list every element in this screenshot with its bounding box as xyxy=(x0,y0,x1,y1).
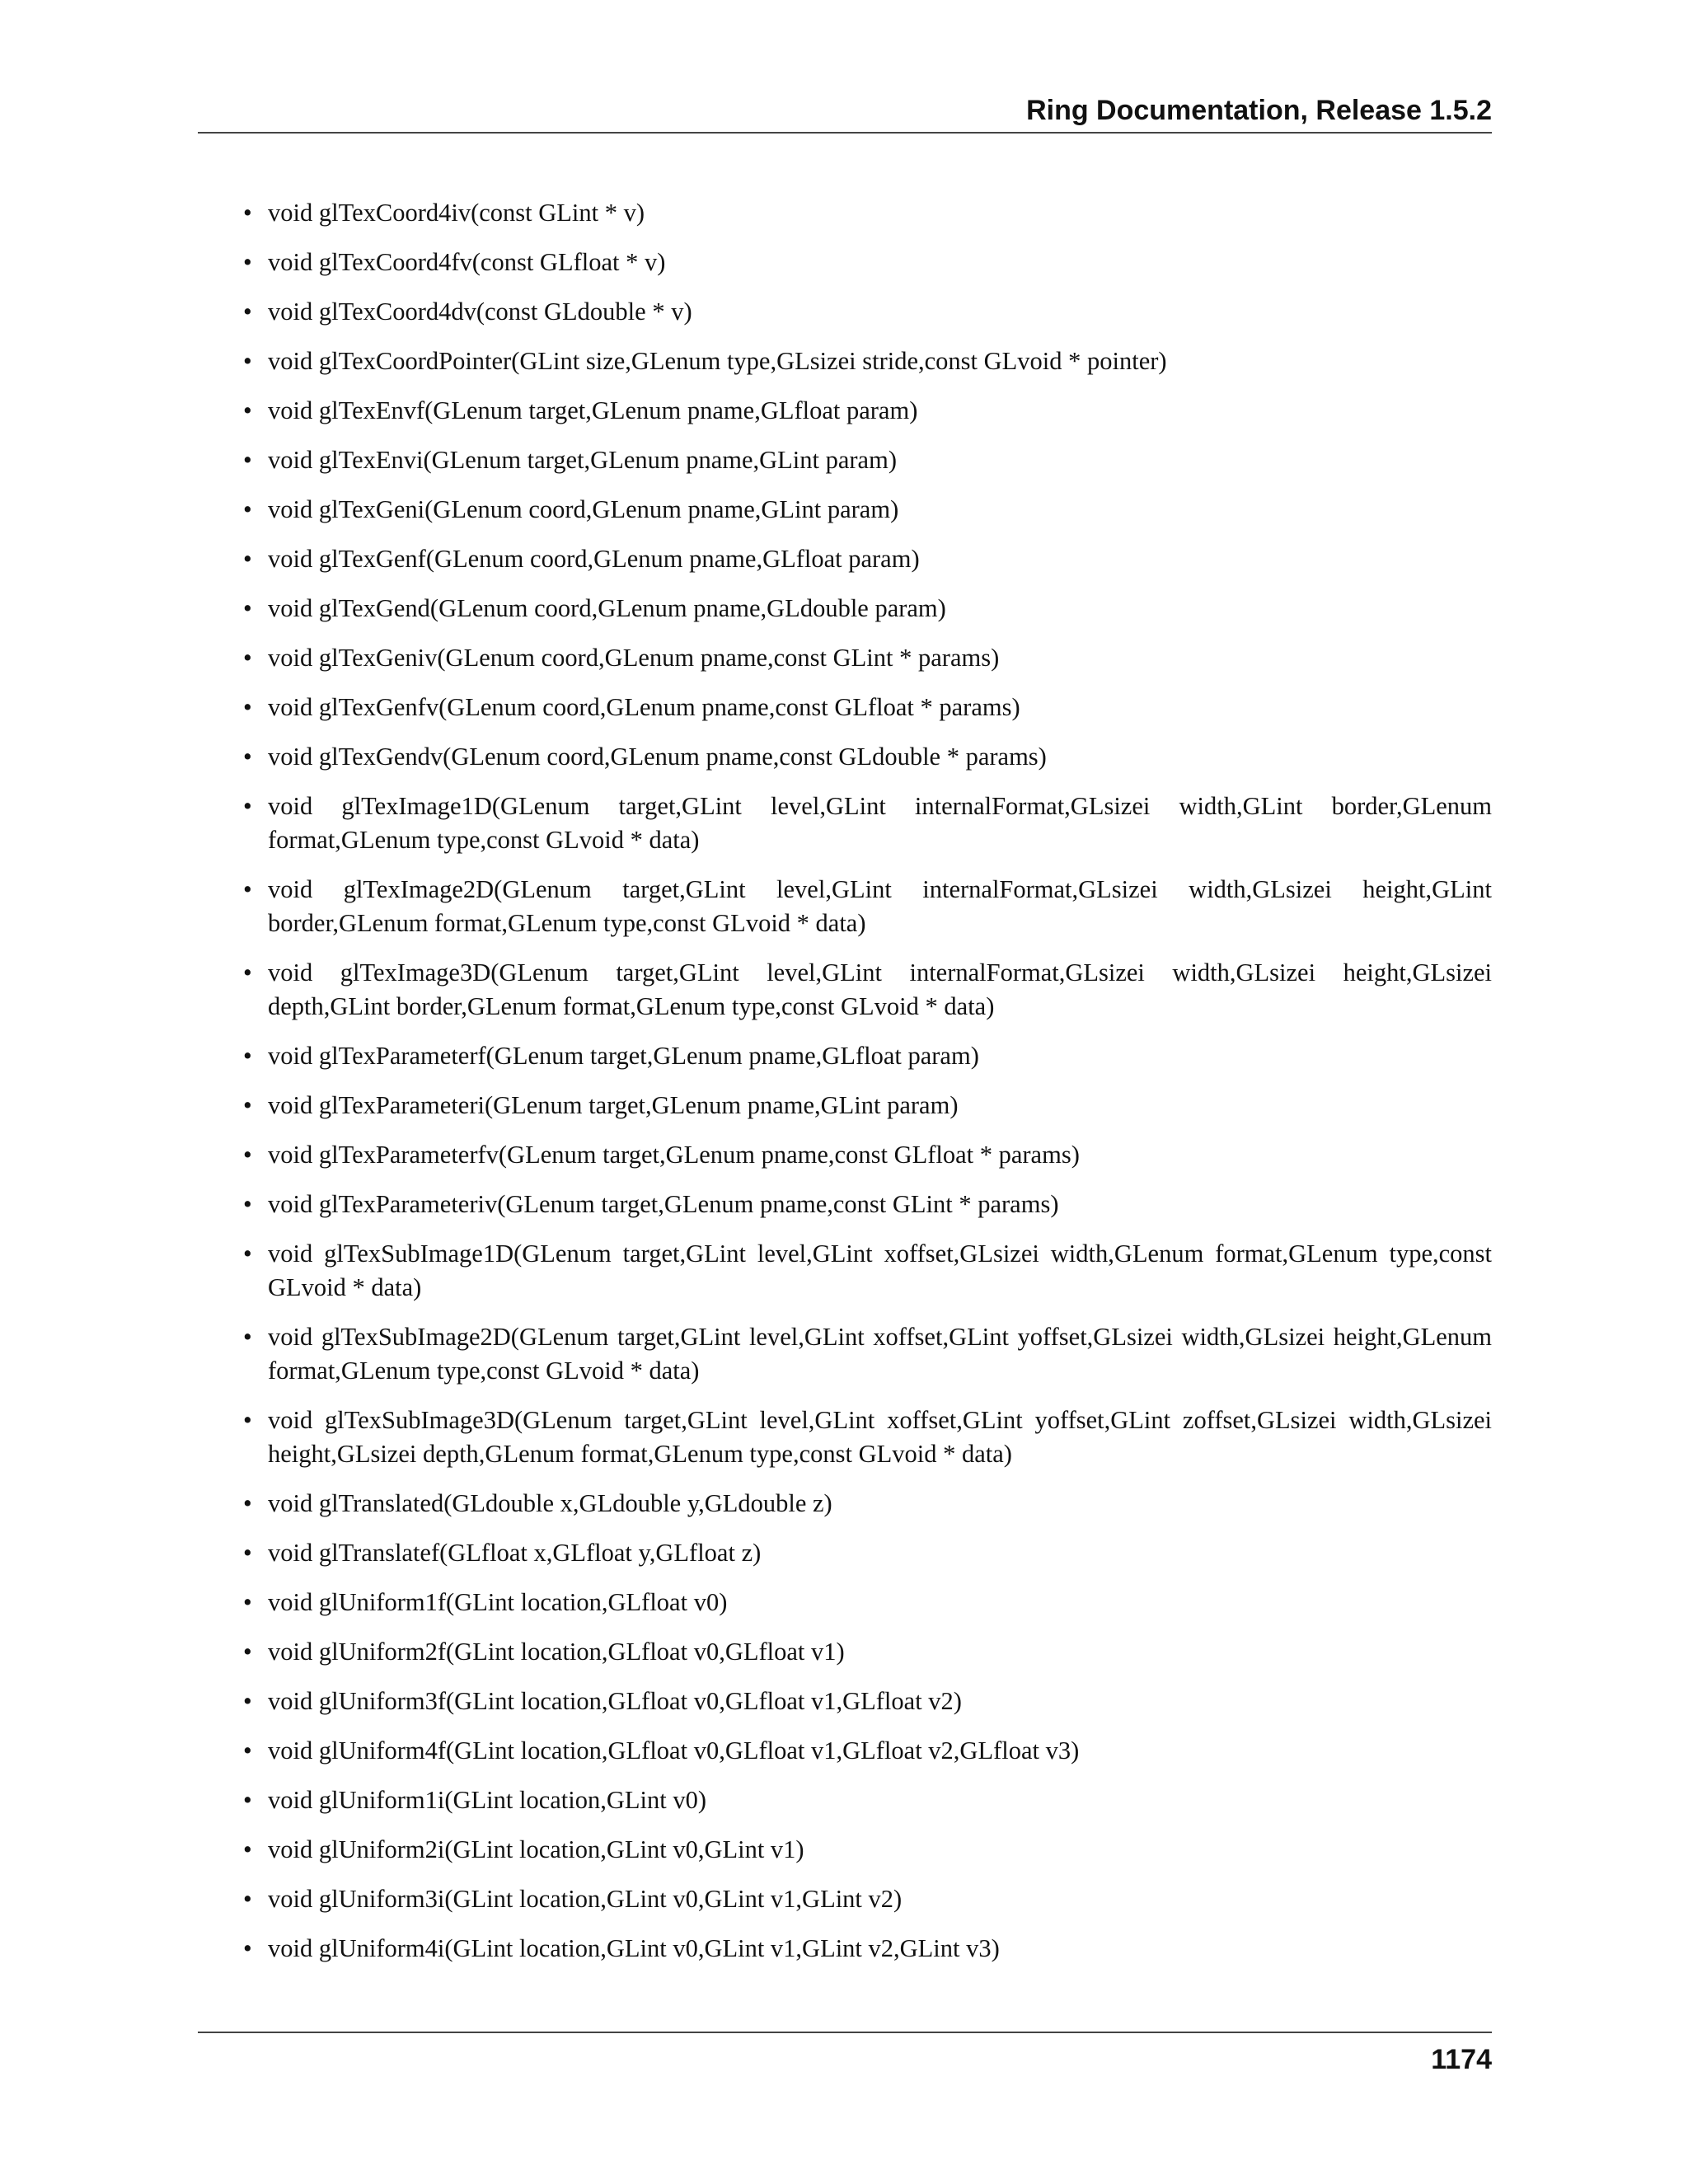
list-item xyxy=(243,1685,1492,1718)
list-item xyxy=(243,1882,1492,1916)
function-signature: void glUniform4f(GLint location,GLfloat v0,GLfloat v1,GLfloat v2,GLfloat v3) xyxy=(268,1736,1080,1765)
bullet-icon: • xyxy=(243,347,252,375)
bullet-icon: • xyxy=(243,199,252,227)
function-signature: void glTexParameteriv(GLenum target,GLenum pname,const GLint * params) xyxy=(268,1190,1059,1218)
function-signature: void glTexCoord4fv(const GLfloat * v) xyxy=(268,248,666,276)
list-item xyxy=(243,1237,1492,1305)
function-signature: void glTexCoordPointer(GLint size,GLenum type,GLsizei stride,const GLvoid * pointer) xyxy=(268,347,1167,375)
function-signature: void glTexParameteri(GLenum target,GLenum pname,GLint param) xyxy=(268,1091,959,1119)
bullet-icon: • xyxy=(243,1240,252,1268)
bullet-icon: • xyxy=(243,1489,252,1517)
function-signature: void glTexSubImage1D(GLenum target,GLint level,GLint xoffset,GLsizei width,GLenum format,GLenum type,const GLvoid * data) xyxy=(268,1240,1492,1301)
list-item xyxy=(243,493,1492,527)
list-item xyxy=(243,790,1492,857)
function-signature: void glUniform3i(GLint location,GLint v0,GLint v1,GLint v2) xyxy=(268,1885,903,1913)
bullet-icon: • xyxy=(243,594,252,622)
bullet-icon: • xyxy=(243,1687,252,1715)
bullet-icon: • xyxy=(243,1638,252,1666)
list-item xyxy=(243,592,1492,626)
bullet-icon: • xyxy=(243,1736,252,1765)
list-item xyxy=(243,196,1492,230)
list-item xyxy=(243,344,1492,378)
list-item xyxy=(243,1734,1492,1768)
bullet-icon: • xyxy=(243,644,252,672)
page-footer xyxy=(198,2032,1492,2075)
list-item xyxy=(243,1586,1492,1619)
function-signature: void glTexSubImage3D(GLenum target,GLint level,GLint xoffset,GLint yoffset,GLint zoffset,GLsizei width,GLsizei height,GLsizei depth,GLenum format,GLenum type,const GLvoid * data) xyxy=(268,1406,1492,1468)
bullet-icon: • xyxy=(243,396,252,424)
list-item xyxy=(243,873,1492,940)
function-signature: void glTexParameterfv(GLenum target,GLenum pname,const GLfloat * params) xyxy=(268,1141,1080,1169)
page-number: 1174 xyxy=(1431,2044,1492,2075)
function-signature: void glTexSubImage2D(GLenum target,GLint level,GLint xoffset,GLint yoffset,GLsizei width,GLsizei height,GLenum format,GLenum type,const GLvoid * data) xyxy=(268,1323,1492,1385)
bullet-icon: • xyxy=(243,743,252,771)
bullet-icon: • xyxy=(243,446,252,474)
list-item xyxy=(243,295,1492,329)
function-signature: void glTexGenf(GLenum coord,GLenum pname,GLfloat param) xyxy=(268,545,920,573)
list-item xyxy=(243,1320,1492,1388)
list-item xyxy=(243,956,1492,1024)
list-item xyxy=(243,740,1492,774)
bullet-icon: • xyxy=(243,875,252,903)
list-item xyxy=(243,1635,1492,1669)
function-signature: void glTexGendv(GLenum coord,GLenum pname,const GLdouble * params) xyxy=(268,743,1047,771)
bullet-icon: • xyxy=(243,792,252,820)
function-signature: void glUniform1i(GLint location,GLint v0) xyxy=(268,1786,706,1814)
function-signature: void glUniform2i(GLint location,GLint v0,GLint v1) xyxy=(268,1835,804,1863)
bullet-icon: • xyxy=(243,1539,252,1567)
bullet-icon: • xyxy=(243,298,252,326)
function-signature: void glTexCoord4dv(const GLdouble * v) xyxy=(268,298,692,326)
function-signature: void glTexGend(GLenum coord,GLenum pname,GLdouble param) xyxy=(268,594,946,622)
function-signature: void glTexEnvf(GLenum target,GLenum pname,GLfloat param) xyxy=(268,396,918,424)
function-signature: void glTexGeni(GLenum coord,GLenum pname,GLint param) xyxy=(268,495,899,523)
function-list xyxy=(243,196,1492,1966)
list-item xyxy=(243,1932,1492,1966)
function-signature: void glTexGeniv(GLenum coord,GLenum pname,const GLint * params) xyxy=(268,644,1000,672)
list-item xyxy=(243,691,1492,724)
bullet-icon: • xyxy=(243,1786,252,1814)
bullet-icon: • xyxy=(243,248,252,276)
function-signature: void glUniform3f(GLint location,GLfloat v0,GLfloat v1,GLfloat v2) xyxy=(268,1687,962,1715)
list-item xyxy=(243,1138,1492,1172)
list-item xyxy=(243,641,1492,675)
list-item xyxy=(243,246,1492,279)
bullet-icon: • xyxy=(243,545,252,573)
bullet-icon: • xyxy=(243,495,252,523)
list-item xyxy=(243,1487,1492,1521)
function-signature: void glTranslated(GLdouble x,GLdouble y,GLdouble z) xyxy=(268,1489,832,1517)
function-signature: void glTexEnvi(GLenum target,GLenum pname,GLint param) xyxy=(268,446,897,474)
list-item xyxy=(243,1089,1492,1122)
function-signature: void glTexParameterf(GLenum target,GLenum pname,GLfloat param) xyxy=(268,1042,979,1070)
bullet-icon: • xyxy=(243,958,252,987)
bullet-icon: • xyxy=(243,1835,252,1863)
page-header xyxy=(198,89,1492,134)
function-signature: void glUniform1f(GLint location,GLfloat v0) xyxy=(268,1588,728,1616)
function-signature: void glTexImage2D(GLenum target,GLint level,GLint internalFormat,GLsizei width,GLsizei height,GLint border,GLenum format,GLenum type,const GLvoid * data) xyxy=(268,875,1492,937)
list-item xyxy=(243,1039,1492,1073)
bullet-icon: • xyxy=(243,693,252,721)
function-signature: void glTexImage3D(GLenum target,GLint level,GLint internalFormat,GLsizei width,GLsizei height,GLsizei depth,GLint border,GLenum format,GLenum type,const GLvoid * data) xyxy=(268,958,1492,1020)
list-item xyxy=(243,1783,1492,1817)
document-title: Ring Documentation, Release 1.5.2 xyxy=(1026,95,1492,126)
function-signature: void glTranslatef(GLfloat x,GLfloat y,GLfloat z) xyxy=(268,1539,762,1567)
function-list-section xyxy=(243,196,1492,1981)
list-item xyxy=(243,394,1492,428)
bullet-icon: • xyxy=(243,1323,252,1351)
bullet-icon: • xyxy=(243,1588,252,1616)
list-item xyxy=(243,1536,1492,1570)
bullet-icon: • xyxy=(243,1934,252,1962)
bullet-icon: • xyxy=(243,1885,252,1913)
bullet-icon: • xyxy=(243,1042,252,1070)
bullet-icon: • xyxy=(243,1190,252,1218)
function-signature: void glTexCoord4iv(const GLint * v) xyxy=(268,199,645,227)
function-signature: void glTexGenfv(GLenum coord,GLenum pname,const GLfloat * params) xyxy=(268,693,1020,721)
bullet-icon: • xyxy=(243,1091,252,1119)
bullet-icon: • xyxy=(243,1406,252,1434)
list-item xyxy=(243,1833,1492,1867)
list-item xyxy=(243,1404,1492,1471)
function-signature: void glUniform4i(GLint location,GLint v0,GLint v1,GLint v2,GLint v3) xyxy=(268,1934,1000,1962)
bullet-icon: • xyxy=(243,1141,252,1169)
function-signature: void glUniform2f(GLint location,GLfloat v0,GLfloat v1) xyxy=(268,1638,845,1666)
function-signature: void glTexImage1D(GLenum target,GLint level,GLint internalFormat,GLsizei width,GLint border,GLenum format,GLenum type,const GLvoid * data) xyxy=(268,792,1492,854)
list-item xyxy=(243,443,1492,477)
list-item xyxy=(243,542,1492,576)
list-item xyxy=(243,1188,1492,1221)
